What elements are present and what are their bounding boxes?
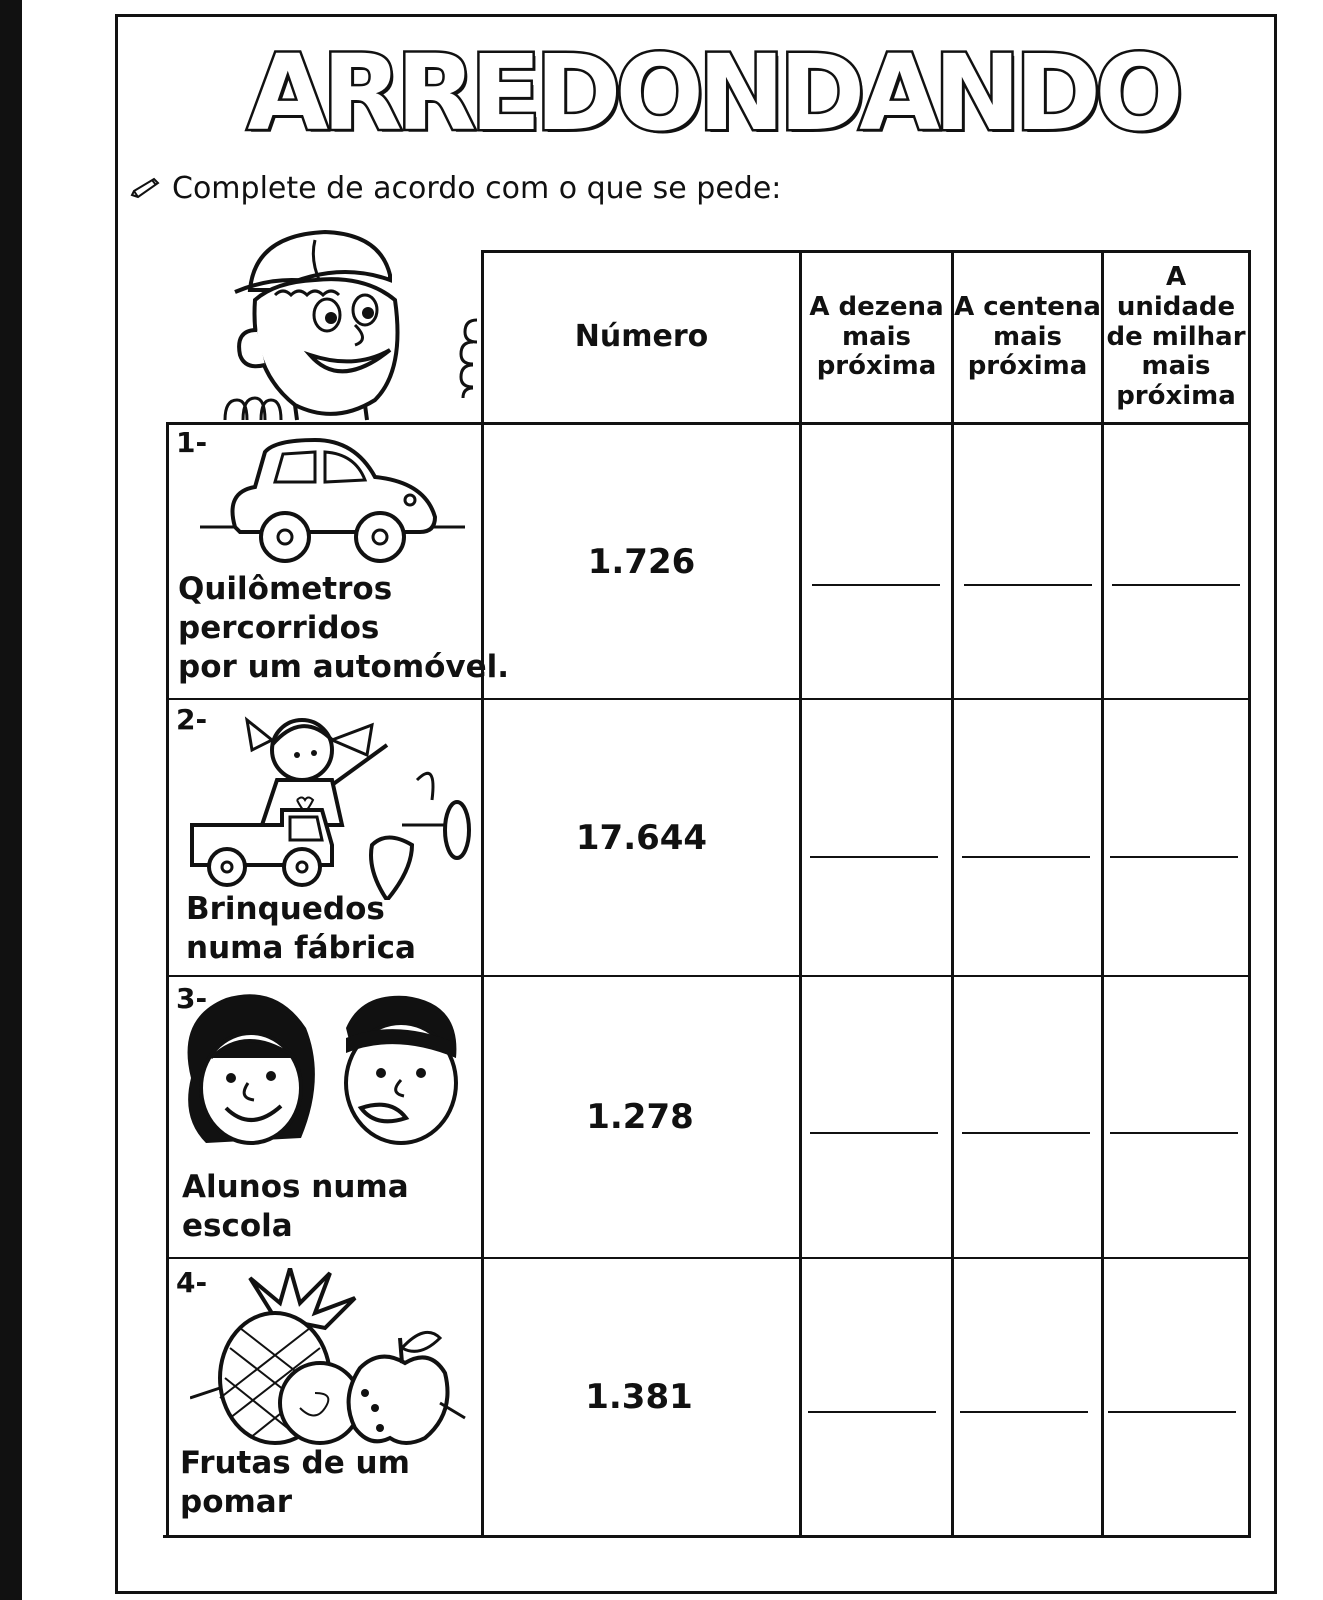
instruction [130, 168, 781, 208]
boy-mascot-icon [215, 220, 505, 430]
answer-blank-dezena[interactable] [812, 584, 940, 586]
answer-blank-dezena[interactable] [810, 1132, 938, 1134]
row-number: 17.644 [575, 817, 708, 858]
header-centena: A centena mais próxima [954, 291, 1101, 382]
answer-blank-milhar[interactable] [1110, 856, 1238, 858]
answer-blank-centena[interactable] [962, 1132, 1090, 1134]
answer-blank-dezena[interactable] [808, 1411, 936, 1413]
left-margin-bar [0, 0, 22, 1600]
table-line [951, 250, 954, 1538]
row-number: 1.381 [585, 1377, 693, 1417]
instruction-text: Complete de acordo com o que se pede: [172, 170, 782, 206]
answer-blank-centena[interactable] [964, 584, 1092, 586]
answer-blank-centena[interactable] [962, 856, 1090, 858]
row-index: 3- [176, 982, 208, 1015]
row-index: 1- [176, 426, 208, 459]
answer-blank-centena[interactable] [960, 1411, 1088, 1413]
table-line [1101, 250, 1104, 1538]
row-label: Frutas de um pomar [180, 1445, 410, 1520]
answer-blank-milhar[interactable] [1110, 1132, 1238, 1134]
answer-blank-dezena[interactable] [810, 856, 938, 858]
fruits-icon [190, 1268, 470, 1453]
answer-blank-milhar[interactable] [1112, 584, 1240, 586]
table-line [163, 1535, 1251, 1538]
table-line [799, 250, 802, 1538]
students-icon [176, 988, 476, 1163]
pencil-icon [130, 177, 160, 199]
row-index: 4- [176, 1266, 208, 1299]
header-milhar: A unidade de milhar mais próxima [1106, 261, 1246, 412]
table-line [166, 422, 169, 1538]
row-label: Alunos numa escola [182, 1169, 409, 1244]
row-number: 1.726 [587, 541, 696, 582]
car-icon [195, 432, 475, 572]
row-label: Quilômetros percorridos por um automóvel. [178, 571, 510, 685]
worksheet-title: ARREDONDANDO [247, 32, 1178, 154]
header-numero: Número [574, 319, 709, 355]
table-line [1248, 250, 1251, 1538]
row-index: 2- [176, 703, 208, 736]
header-dezena: A dezena mais próxima [809, 291, 944, 382]
row-number: 1.278 [586, 1097, 694, 1137]
answer-blank-milhar[interactable] [1108, 1411, 1236, 1413]
toys-icon [172, 705, 472, 900]
row-label: Brinquedos numa fábrica [186, 891, 416, 966]
